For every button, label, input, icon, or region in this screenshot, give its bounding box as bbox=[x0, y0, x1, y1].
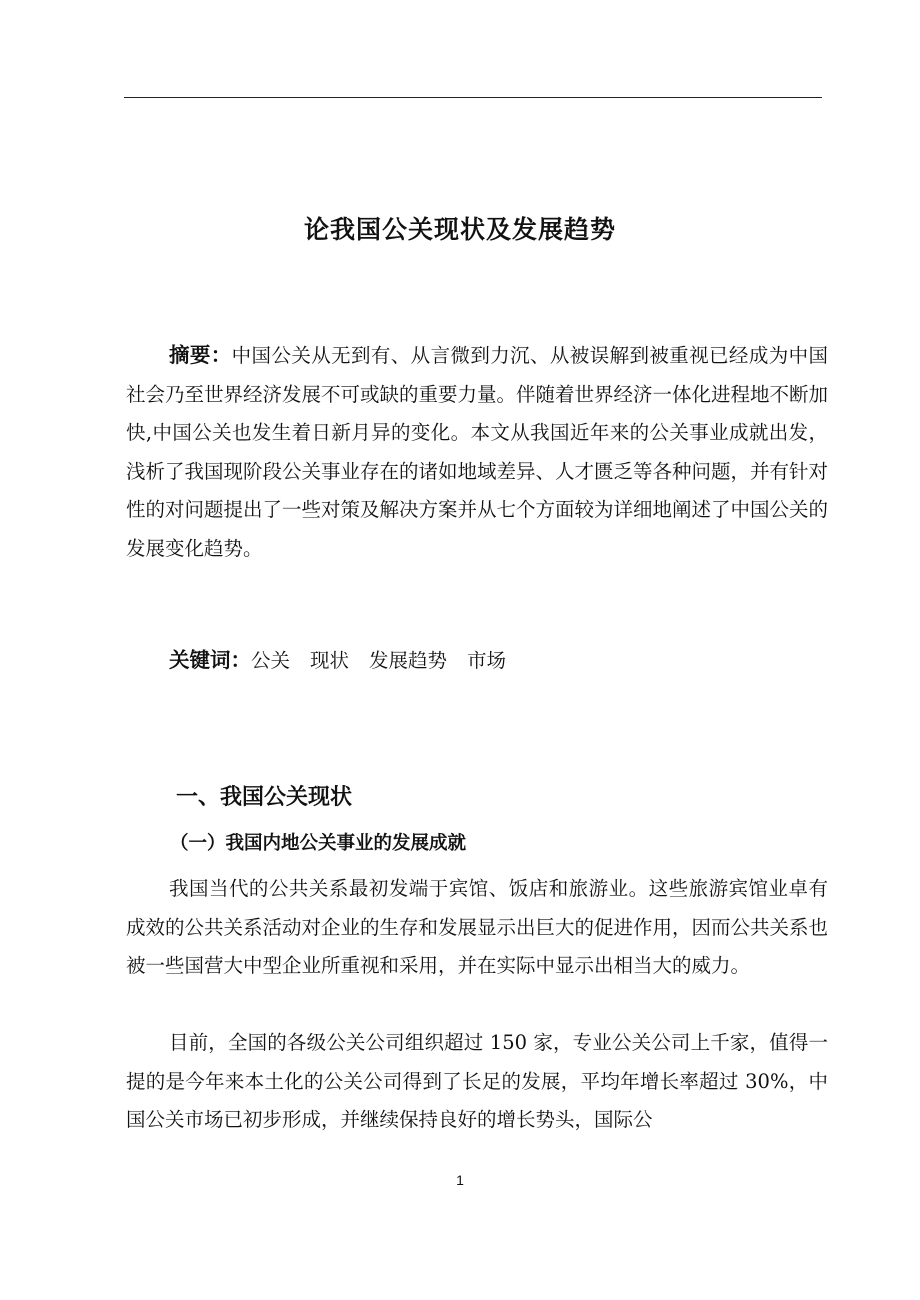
header-rule bbox=[124, 97, 822, 98]
body-paragraph: 目前，全国的各级公关公司组织超过 150 家，专业公关公司上千家，值得一提的是今年来本土化的公关公司得到了长足的发展，平均年增长率超过 30%，中国公关市场已初步形成，并继续保持良好的增长势头，国际公 bbox=[126, 1031, 828, 1131]
abstract-paragraph bbox=[126, 336, 828, 568]
subsection-heading: （一）我国内地公关事业的发展成就 bbox=[170, 833, 467, 854]
abstract-label: 摘要： bbox=[169, 343, 232, 367]
keyword-item: 发展趋势 bbox=[369, 649, 448, 672]
document-title: 论我国公关现状及发展趋势 bbox=[303, 214, 616, 244]
section-heading: 一、我国公关现状 bbox=[176, 785, 353, 810]
keyword-item: 市场 bbox=[467, 649, 507, 672]
abstract-text: 中国公关从无到有、从言微到力沉、从被误解到被重视已经成为中国社会乃至世界经济发展不可或缺的重要力量。伴随着世界经济一体化进程地不断加快,中国公关也发生着日新月异的变化。本文从我国近年来的公关事业成就出发，浅析了我国现阶段公关事业存在的诸如地域差异、人才匮乏等各种问题，并有针对性的对问题提出了一些对策及解决方案并从七个方面较为详细地阐述了中国公关的发展变化趋势。 bbox=[126, 344, 829, 560]
keywords-line bbox=[169, 641, 526, 680]
body-paragraph: 我国当代的公共关系最初发端于宾馆、饭店和旅游业。这些旅游宾馆业卓有成效的公共关系活动对企业的生存和发展显示出巨大的促进作用，因而公共关系也被一些国营大中型企业所重视和采用，并在实际中显示出相当大的威力。 bbox=[126, 877, 829, 977]
keywords-label: 关键词： bbox=[169, 648, 251, 672]
keyword-item: 现状 bbox=[310, 649, 350, 672]
page-number: 1 bbox=[456, 1172, 464, 1188]
keyword-item: 公关 bbox=[251, 649, 291, 672]
